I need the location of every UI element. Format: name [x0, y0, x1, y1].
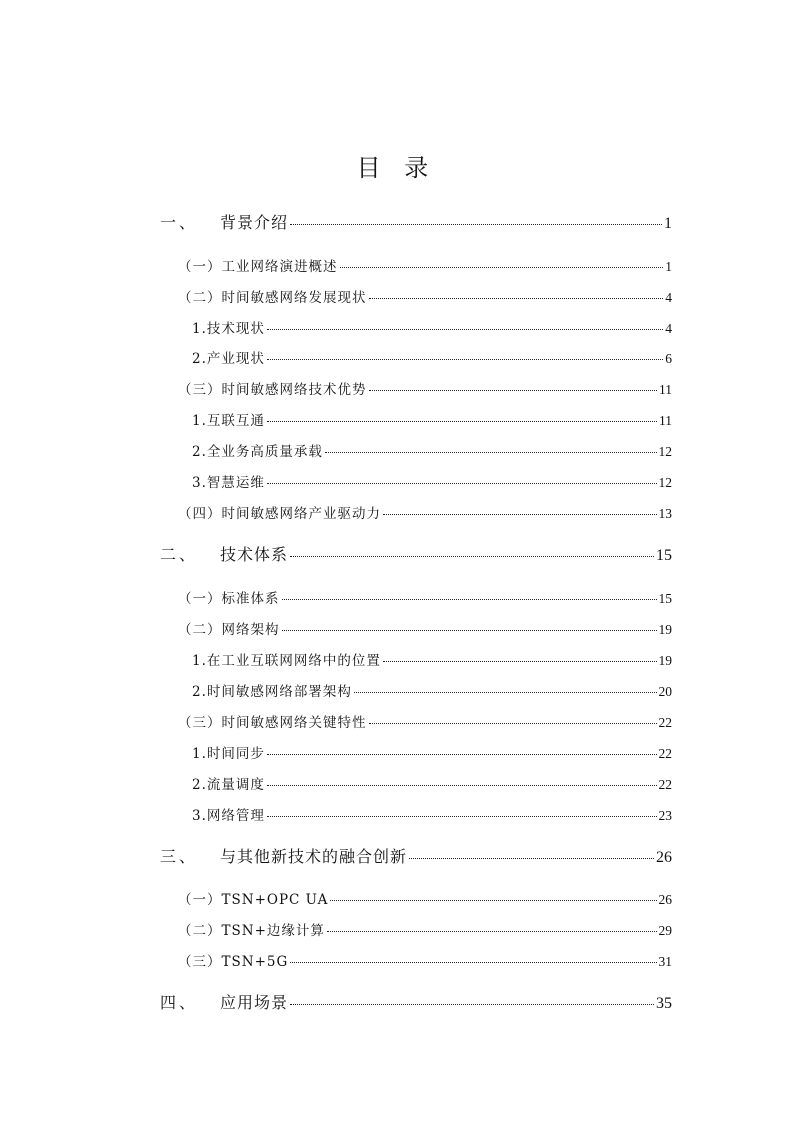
toc-dot-leader [267, 785, 657, 786]
toc-entry[interactable] [192, 773, 672, 793]
toc-entry[interactable] [178, 618, 672, 638]
toc-entry-label: 1.技术现状 [192, 321, 265, 337]
toc-entry[interactable] [178, 888, 672, 908]
toc-dot-leader [409, 858, 654, 859]
toc-dot-leader [369, 298, 664, 299]
toc-entry[interactable] [178, 711, 672, 731]
toc-entry-label: （二）时间敏感网络发展现状 [178, 290, 367, 306]
toc-dot-leader [267, 483, 657, 484]
toc-page-number: 15 [658, 591, 672, 606]
toc-dot-leader [340, 267, 664, 268]
toc-page-number: 29 [658, 923, 672, 938]
toc-entry-label: 背景介绍 [220, 213, 289, 232]
toc-entry-label: （一）标准体系 [178, 591, 280, 607]
toc-page-number: 12 [658, 444, 672, 459]
toc-entry-label: 应用场景 [220, 993, 289, 1012]
toc-dot-leader [290, 556, 654, 557]
toc-section-number: 二、 [160, 545, 199, 564]
toc-entry-label: 技术体系 [220, 545, 289, 564]
toc-entry-label: 1.在工业互联网网络中的位置 [192, 653, 381, 669]
toc-page-number: 15 [656, 547, 672, 564]
toc-dot-leader [327, 931, 657, 932]
toc-entry-section-1[interactable] [160, 210, 672, 233]
toc-entry-label: （三）时间敏感网络技术优势 [178, 382, 367, 398]
toc-page-number: 4 [665, 321, 672, 336]
toc-entry[interactable] [192, 804, 672, 824]
toc-entry[interactable] [192, 742, 672, 762]
toc-dot-leader [267, 816, 657, 817]
toc-page-number: 31 [658, 954, 672, 969]
toc-section-number: 一、 [160, 213, 199, 232]
toc-entry-label: （四）时间敏感网络产业驱动力 [178, 506, 381, 522]
toc-entry-label: （三）时间敏感网络关键特性 [178, 715, 367, 731]
toc-dot-leader [290, 224, 662, 225]
toc-entry-label: 与其他新技术的融合创新 [220, 847, 408, 866]
toc-entry-section-3[interactable] [160, 844, 672, 867]
toc-page-number: 35 [656, 995, 672, 1012]
toc-page-number: 12 [658, 475, 672, 490]
toc-entry[interactable] [192, 347, 672, 367]
toc-entry[interactable] [178, 950, 672, 970]
toc-dot-leader [267, 754, 657, 755]
toc-entry[interactable] [192, 409, 672, 429]
toc-entry[interactable] [178, 587, 672, 607]
toc-dot-leader [290, 1004, 654, 1005]
toc-entry-label: （二）网络架构 [178, 622, 280, 638]
toc-dot-leader [290, 962, 656, 963]
toc-dot-leader [267, 359, 663, 360]
toc-page-number: 11 [659, 413, 672, 428]
toc-page-number: 22 [658, 746, 672, 761]
toc-dot-leader [282, 599, 657, 600]
toc-dot-leader [369, 390, 658, 391]
toc-dot-leader [369, 723, 657, 724]
toc-entry-label: （一）TSN+OPC UA [178, 892, 329, 908]
toc-page-number: 22 [658, 715, 672, 730]
toc-page-number: 26 [658, 892, 672, 907]
toc-dot-leader [282, 630, 657, 631]
toc-page-number: 22 [658, 777, 672, 792]
toc-entry[interactable] [178, 919, 672, 939]
toc-entry-label: 1.互联互通 [192, 413, 265, 429]
toc-dot-leader [267, 421, 657, 422]
toc-entry-label: 3.网络管理 [192, 808, 265, 824]
toc-entry[interactable] [192, 317, 672, 337]
toc-page-number: 11 [659, 382, 672, 397]
toc-entry[interactable] [178, 502, 672, 522]
toc-entry-section-4[interactable] [160, 990, 672, 1013]
toc-entry-label: （二）TSN+边缘计算 [178, 923, 325, 939]
toc-entry-label: 2.产业现状 [192, 351, 265, 367]
toc-page-number: 20 [658, 684, 672, 699]
toc-entry-label: 2.流量调度 [192, 777, 265, 793]
toc-page-number: 23 [658, 808, 672, 823]
toc-entry[interactable] [192, 680, 672, 700]
toc-dot-leader [354, 692, 657, 693]
toc-entry-label: 2.时间敏感网络部署架构 [192, 684, 352, 700]
toc-dot-leader [267, 329, 663, 330]
toc-entry[interactable] [192, 440, 672, 460]
toc-entry-label: 1.时间同步 [192, 746, 265, 762]
toc-entry[interactable] [192, 471, 672, 491]
toc-dot-leader [330, 900, 656, 901]
toc-dot-leader [383, 514, 657, 515]
toc-entry-section-2[interactable] [160, 542, 672, 565]
toc-dot-leader [383, 661, 657, 662]
page-title: 目 录 [356, 154, 437, 182]
toc-page-number: 1 [665, 259, 672, 274]
toc-page-number: 6 [665, 351, 672, 366]
toc-page-number: 19 [658, 622, 672, 637]
toc-page-number: 4 [665, 290, 672, 305]
toc-entry[interactable] [178, 255, 672, 275]
toc-entry[interactable] [178, 378, 672, 398]
toc-dot-leader [325, 452, 657, 453]
toc-section-number: 四、 [160, 993, 199, 1012]
toc-page-number: 13 [658, 506, 672, 521]
toc-entry-label: 2.全业务高质量承载 [192, 444, 323, 460]
toc-entry[interactable] [178, 286, 672, 306]
toc-page-number: 1 [664, 215, 672, 232]
toc-page-number: 26 [656, 849, 672, 866]
toc-entry-label: （一）工业网络演进概述 [178, 259, 338, 275]
toc-entry[interactable] [192, 649, 672, 669]
toc-page-number: 19 [658, 653, 672, 668]
toc-entry-label: 3.智慧运维 [192, 475, 265, 491]
toc-entry-label: （三）TSN+5G [178, 954, 289, 970]
toc-section-number: 三、 [160, 847, 199, 866]
